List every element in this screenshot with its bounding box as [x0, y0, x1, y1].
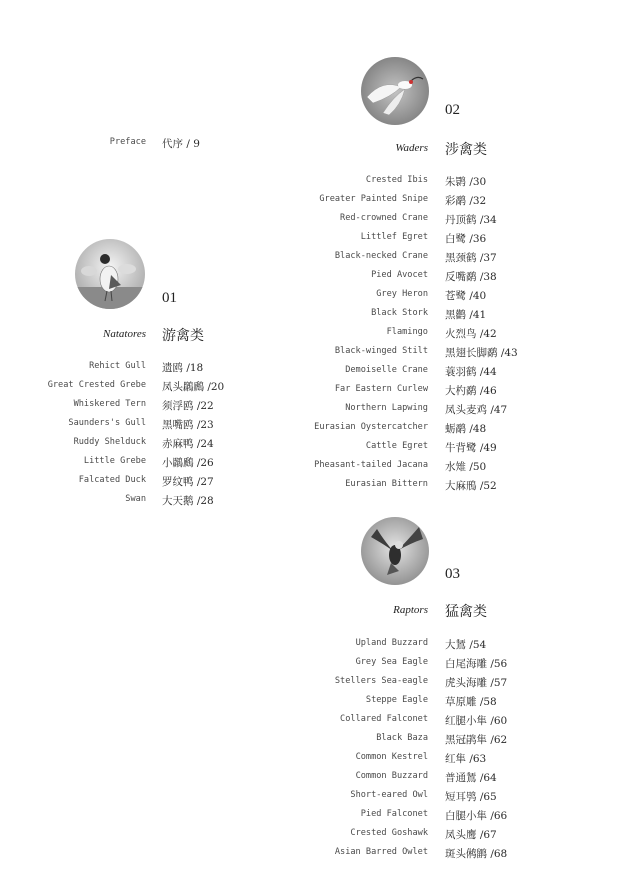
waders-entry-page[interactable]: 水雉 /50: [445, 461, 487, 473]
waders-entry-en[interactable]: Crested Ibis: [365, 175, 428, 185]
natatores-entry-page[interactable]: 遗鸥 /18: [162, 362, 204, 374]
section-number-03: 03: [445, 566, 460, 582]
section-title-en-waders[interactable]: Waders: [395, 142, 428, 154]
section-title-cn-waders[interactable]: 涉禽类: [445, 142, 487, 158]
waders-entry-en[interactable]: Eurasian Bittern: [345, 479, 428, 489]
preface-label[interactable]: Preface: [109, 137, 146, 147]
raptors-entry-en[interactable]: Common Kestrel: [355, 752, 428, 762]
raptors-entry-page[interactable]: 白腿小隼 /66: [445, 810, 508, 822]
raptors-entry-page[interactable]: 斑头鸺鹠 /68: [445, 848, 508, 860]
natatores-entry-page[interactable]: 黑嘴鸥 /23: [162, 419, 214, 431]
section-title-en-natatores[interactable]: Natatores: [103, 328, 146, 340]
raptors-entry-page[interactable]: 红腿小隼 /60: [445, 715, 508, 727]
gull-photo: [75, 239, 145, 309]
waders-entry-page[interactable]: 白鹭 /36: [445, 233, 487, 245]
section-number-02: 02: [445, 102, 460, 118]
waders-entry-en[interactable]: Northern Lapwing: [345, 403, 428, 413]
raptors-entry-page[interactable]: 普通鵟 /64: [445, 772, 497, 784]
natatores-entry-page[interactable]: 须浮鸥 /22: [162, 400, 214, 412]
natatores-entry-en[interactable]: Little Grebe: [83, 456, 146, 466]
raptors-entry-page[interactable]: 虎头海雕 /57: [445, 677, 508, 689]
raptors-entry-en[interactable]: Upland Buzzard: [355, 638, 428, 648]
natatores-entry-page[interactable]: 赤麻鸭 /24: [162, 438, 214, 450]
raptors-entry-en[interactable]: Stellers Sea-eagle: [334, 676, 428, 686]
ibis-photo: [361, 57, 429, 125]
waders-entry-en[interactable]: Grey Heron: [376, 289, 428, 299]
waders-entry-en[interactable]: Littlef Egret: [360, 232, 428, 242]
waders-entry-en[interactable]: Red-crowned Crane: [340, 213, 428, 223]
waders-entry-page[interactable]: 火烈鸟 /42: [445, 328, 497, 340]
raptors-entry-en[interactable]: Pied Falconet: [360, 809, 428, 819]
natatores-entry-en[interactable]: Ruddy Shelduck: [73, 437, 146, 447]
waders-entry-en[interactable]: Far Eastern Curlew: [334, 384, 428, 394]
natatores-entry-en[interactable]: Rehict Gull: [89, 361, 146, 371]
raptors-entry-page[interactable]: 凤头鹰 /67: [445, 829, 497, 841]
natatores-entry-en[interactable]: Swan: [125, 494, 146, 504]
raptors-entry-en[interactable]: Collared Falconet: [340, 714, 428, 724]
raptors-entry-page[interactable]: 大鵟 /54: [445, 639, 487, 651]
eagle-icon: [361, 517, 429, 585]
natatores-entry-page[interactable]: 小鸊鷉 /26: [162, 457, 214, 469]
raptors-entry-en[interactable]: Grey Sea Eagle: [355, 657, 428, 667]
waders-entry-page[interactable]: 丹顶鹤 /34: [445, 214, 497, 226]
waders-entry-page[interactable]: 牛背鹭 /49: [445, 442, 497, 454]
raptors-entry-en[interactable]: Asian Barred Owlet: [334, 847, 428, 857]
waders-entry-page[interactable]: 蛎鹬 /48: [445, 423, 487, 435]
waders-entry-en[interactable]: Pied Avocet: [371, 270, 428, 280]
section-title-cn-natatores[interactable]: 游禽类: [162, 328, 204, 344]
waders-entry-en[interactable]: Greater Painted Snipe: [319, 194, 428, 204]
waders-entry-page[interactable]: 彩鹬 /32: [445, 195, 487, 207]
waders-entry-en[interactable]: Pheasant-tailed Jacana: [314, 460, 428, 470]
waders-entry-page[interactable]: 凤头麦鸡 /47: [445, 404, 508, 416]
raptors-entry-page[interactable]: 红隼 /63: [445, 753, 487, 765]
natatores-entry-page[interactable]: 罗纹鸭 /27: [162, 476, 214, 488]
natatores-entry-page[interactable]: 大天鹅 /28: [162, 495, 214, 507]
raptors-entry-en[interactable]: Black Baza: [376, 733, 428, 743]
waders-entry-page[interactable]: 黑翅长脚鹬 /43: [445, 347, 518, 359]
raptors-entry-en[interactable]: Common Buzzard: [355, 771, 428, 781]
natatores-entry-en[interactable]: Whiskered Tern: [73, 399, 146, 409]
waders-entry-page[interactable]: 蓑羽鹤 /44: [445, 366, 497, 378]
waders-entry-en[interactable]: Flamingo: [386, 327, 428, 337]
preface-page[interactable]: 代序 / 9: [162, 138, 200, 150]
waders-entry-en[interactable]: Black-necked Crane: [334, 251, 428, 261]
natatores-entry-en[interactable]: Falcated Duck: [78, 475, 146, 485]
raptors-entry-page[interactable]: 白尾海雕 /56: [445, 658, 508, 670]
waders-entry-en[interactable]: Eurasian Oystercatcher: [314, 422, 428, 432]
section-title-cn-raptors[interactable]: 猛禽类: [445, 604, 487, 620]
waders-entry-page[interactable]: 朱鹮 /30: [445, 176, 487, 188]
raptors-entry-page[interactable]: 短耳鸮 /65: [445, 791, 497, 803]
natatores-entry-en[interactable]: Great Crested Grebe: [47, 380, 146, 390]
natatores-entry-en[interactable]: Saunders's Gull: [68, 418, 146, 428]
raptors-entry-page[interactable]: 草原雕 /58: [445, 696, 497, 708]
natatores-entry-page[interactable]: 凤头鸊鷉 /20: [162, 381, 225, 393]
gull-icon: [75, 239, 145, 309]
waders-entry-page[interactable]: 大杓鹬 /46: [445, 385, 497, 397]
section-number-01: 01: [162, 290, 177, 306]
raptors-entry-page[interactable]: 黑冠鹃隼 /62: [445, 734, 508, 746]
waders-entry-page[interactable]: 反嘴鹬 /38: [445, 271, 497, 283]
waders-entry-page[interactable]: 黑鹳 /41: [445, 309, 487, 321]
waders-entry-page[interactable]: 黑颈鹤 /37: [445, 252, 497, 264]
waders-entry-en[interactable]: Black Stork: [371, 308, 428, 318]
waders-entry-en[interactable]: Cattle Egret: [365, 441, 428, 451]
eagle-photo: [361, 517, 429, 585]
waders-entry-page[interactable]: 大麻鳽 /52: [445, 480, 497, 492]
ibis-icon: [361, 57, 429, 125]
raptors-entry-en[interactable]: Crested Goshawk: [350, 828, 428, 838]
section-title-en-raptors[interactable]: Raptors: [393, 604, 428, 616]
waders-entry-page[interactable]: 苍鹭 /40: [445, 290, 487, 302]
waders-entry-en[interactable]: Demoiselle Crane: [345, 365, 428, 375]
raptors-entry-en[interactable]: Steppe Eagle: [365, 695, 428, 705]
raptors-entry-en[interactable]: Short-eared Owl: [350, 790, 428, 800]
waders-entry-en[interactable]: Black-winged Stilt: [334, 346, 428, 356]
